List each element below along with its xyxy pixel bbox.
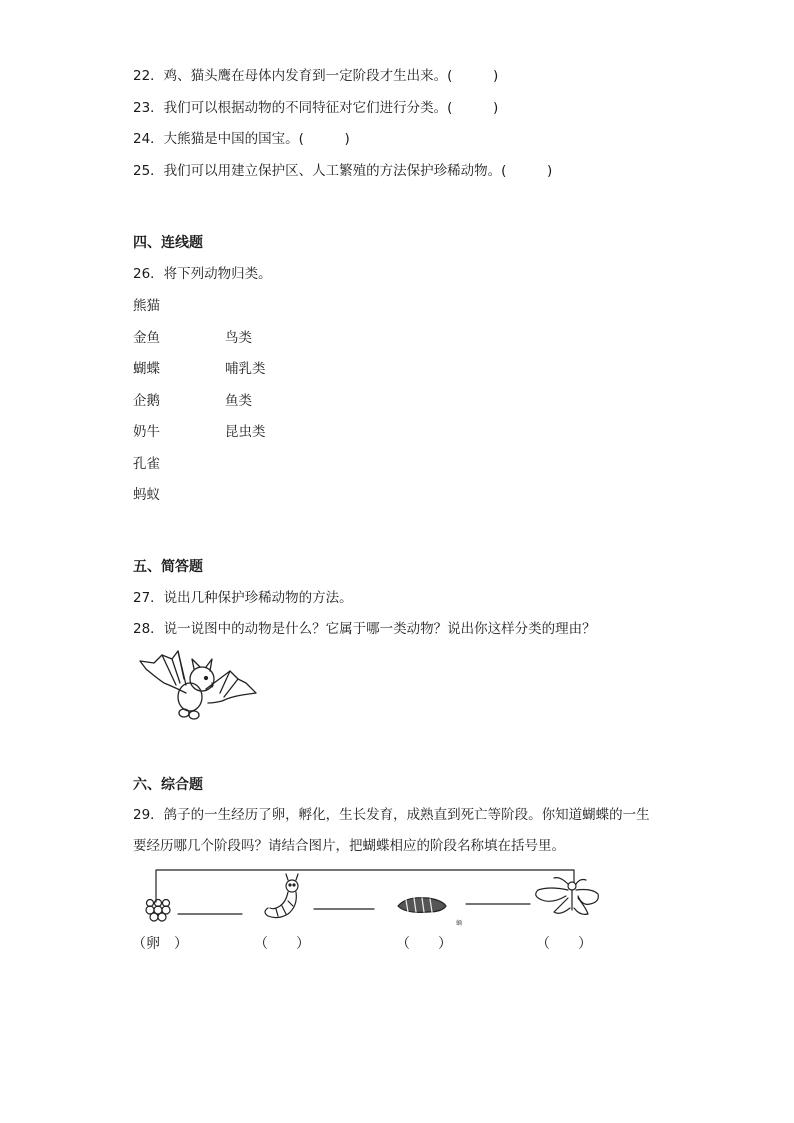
question-25: 25．我们可以用建立保护区、人工繁殖的方法保护珍稀动物。( ) (133, 163, 553, 179)
category-item: 哺乳类 (225, 361, 266, 377)
life-cycle-diagram (140, 866, 610, 932)
animal-item: 孔雀 (133, 456, 160, 472)
stage-label-pupa[interactable]: （ ） (396, 936, 452, 952)
question-24: 24．大熊猫是中国的国宝。( ) (133, 131, 350, 147)
bat-illustration (134, 645, 260, 721)
animal-item: 奶牛 (133, 424, 160, 440)
question-29-line-2: 要经历哪几个阶段吗？请结合图片，把蝴蝶相应的阶段名称填在括号里。 (133, 838, 565, 854)
caterpillar-icon (265, 874, 298, 918)
category-item: 鱼类 (225, 393, 252, 409)
question-28: 28．说一说图中的动物是什么？它属于哪一类动物？说出你这样分类的理由？ (133, 621, 596, 637)
section-4-heading: 四、连线题 (133, 235, 203, 251)
question-26: 26．将下列动物归类。 (133, 266, 272, 282)
stage-label-adult[interactable]: （ ） (536, 936, 592, 952)
question-29-line-1: 29．鸽子的一生经历了卵，孵化，生长发育，成熟直到死亡等阶段。你知道蝴蝶的一生 (133, 807, 650, 823)
question-29 (133, 800, 673, 862)
animal-item: 熊猫 (133, 298, 160, 314)
animal-item: 蝴蝶 (133, 361, 160, 377)
category-item: 昆虫类 (225, 424, 266, 440)
egg-icon (146, 900, 170, 922)
question-23: 23．我们可以根据动物的不同特征对它们进行分类。( ) (133, 100, 499, 116)
pupa-icon (398, 898, 446, 913)
section-5-heading: 五、简答题 (133, 559, 203, 575)
butterfly-icon (536, 878, 599, 915)
question-27: 27．说出几种保护珍稀动物的方法。 (133, 590, 353, 606)
pupa-caption: 蛹 (456, 920, 463, 927)
animal-item: 金鱼 (133, 330, 160, 346)
section-6-heading: 六、综合题 (133, 777, 203, 793)
stage-label-egg[interactable]: （卵 ） (132, 936, 188, 952)
animal-item: 企鹅 (133, 393, 160, 409)
question-22: 22．鸡、猫头鹰在母体内发育到一定阶段才生出来。( ) (133, 68, 499, 84)
stage-label-larva[interactable]: （ ） (254, 936, 310, 952)
animal-item: 蚂蚁 (133, 487, 160, 503)
category-item: 鸟类 (225, 330, 252, 346)
